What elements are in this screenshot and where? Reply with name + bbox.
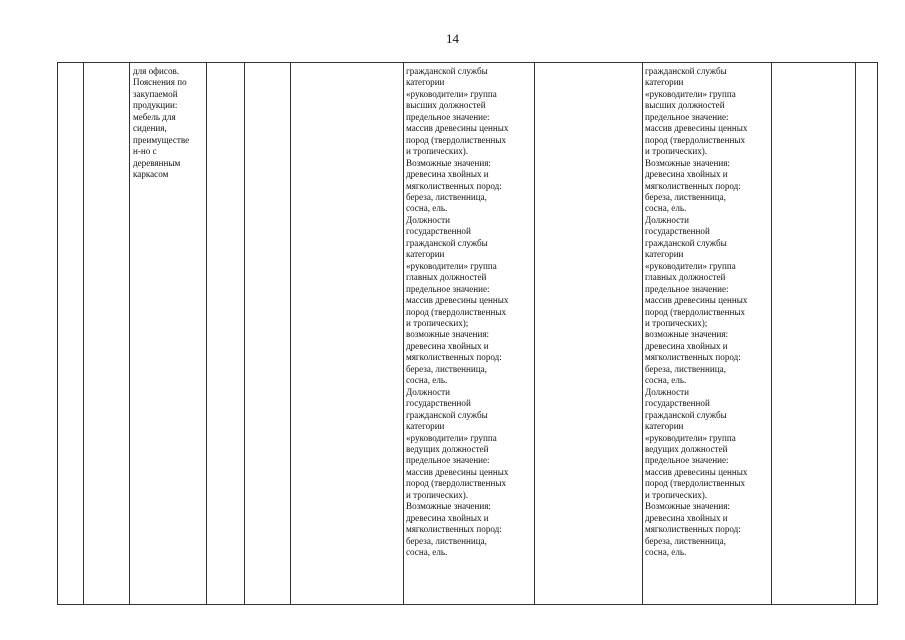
page-number: 14 bbox=[446, 31, 459, 46]
cell-justification bbox=[772, 63, 856, 605]
text-line: массив древесины ценных bbox=[406, 123, 509, 134]
text-line: мягколиственных пород: bbox=[406, 524, 502, 535]
text-line: гражданской службы bbox=[645, 237, 727, 248]
text-line: государственной bbox=[645, 226, 710, 237]
text-line: и тропических); bbox=[645, 317, 708, 328]
text-line: и тропических). bbox=[645, 489, 708, 500]
text-line: сосна, ель. bbox=[645, 375, 687, 386]
text-line: и тропических). bbox=[406, 146, 469, 157]
text-line: гражданской службы bbox=[406, 409, 488, 420]
text-line: «руководители» группа bbox=[406, 260, 497, 271]
text-line: пород (твердолиственных bbox=[406, 134, 506, 145]
text-line: Должности bbox=[645, 386, 689, 397]
text-line: и тропических); bbox=[406, 317, 469, 328]
text-line: главных должностей bbox=[406, 272, 487, 283]
text-line: возможные значения: bbox=[406, 329, 490, 340]
cell-requirements-2 bbox=[643, 63, 772, 605]
text-line: массив древесины ценных bbox=[406, 466, 509, 477]
text-line: предельное значение: bbox=[645, 283, 729, 294]
text-line: предельное значение: bbox=[406, 455, 490, 466]
text-line: предельное значение: bbox=[645, 455, 729, 466]
text-line: пород (твердолиственных bbox=[406, 478, 506, 489]
text-line: массив древесины ценных bbox=[645, 295, 748, 306]
text-line: сосна, ель. bbox=[406, 375, 448, 386]
cell-requirements-1 bbox=[404, 63, 535, 605]
text-line: предельное значение: bbox=[406, 283, 490, 294]
text-line: «руководители» группа bbox=[645, 88, 736, 99]
text-line: Должности bbox=[406, 386, 450, 397]
text-line: категории bbox=[406, 77, 445, 88]
text-line: ведущих должностей bbox=[406, 443, 489, 454]
text-line: преимуществе bbox=[133, 134, 190, 145]
text-line: высших должностей bbox=[645, 100, 725, 111]
text-line: мягколиственных пород: bbox=[645, 524, 741, 535]
text-line: возможные значения: bbox=[645, 329, 729, 340]
text-line: мебель для bbox=[133, 111, 176, 122]
text-line: массив древесины ценных bbox=[645, 123, 748, 134]
text-line: древесина хвойных и bbox=[645, 169, 728, 180]
text-line: массив древесины ценных bbox=[406, 295, 509, 306]
text-line: предельное значение: bbox=[406, 111, 490, 122]
text-line: продукции: bbox=[133, 100, 178, 111]
text-line: мягколиственных пород: bbox=[645, 180, 741, 191]
cell-function bbox=[856, 63, 878, 605]
text-line: предельное значение: bbox=[645, 111, 729, 122]
cell-unit-name bbox=[245, 63, 291, 605]
text-line: «руководители» группа bbox=[406, 432, 497, 443]
text-line: государственной bbox=[406, 226, 471, 237]
text-line: береза, лиственница, bbox=[645, 363, 726, 374]
text-line: Возможные значения: bbox=[406, 157, 491, 168]
text-line: категории bbox=[406, 421, 445, 432]
text-line: мягколиственных пород: bbox=[406, 352, 502, 363]
text-line: гражданской службы bbox=[406, 66, 488, 76]
text-line: пород (твердолиственных bbox=[406, 306, 506, 317]
text-line: Возможные значения: bbox=[645, 501, 730, 512]
text-line: сидения, bbox=[133, 123, 167, 134]
text-line: мягколиственных пород: bbox=[645, 352, 741, 363]
text-line: Должности bbox=[406, 214, 450, 225]
text-line: древесина хвойных и bbox=[406, 169, 489, 180]
text-line: «руководители» группа bbox=[645, 260, 736, 271]
text-line: «руководители» группа bbox=[406, 88, 497, 99]
cell-characteristic-2 bbox=[535, 63, 643, 605]
description-text bbox=[130, 63, 206, 181]
text-line: категории bbox=[645, 249, 684, 260]
text-line: пород (твердолиственных bbox=[645, 134, 745, 145]
text-line: береза, лиственница, bbox=[406, 363, 487, 374]
text-line: массив древесины ценных bbox=[645, 466, 748, 477]
text-line: древесина хвойных и bbox=[406, 340, 489, 351]
text-line: «руководители» группа bbox=[645, 432, 736, 443]
text-line: главных должностей bbox=[645, 272, 726, 283]
text-line: категории bbox=[645, 77, 684, 88]
text-line: сосна, ель. bbox=[645, 547, 687, 558]
text-line: ведущих должностей bbox=[645, 443, 728, 454]
text-line: сосна, ель. bbox=[645, 203, 687, 214]
text-line: пород (твердолиственных bbox=[645, 306, 745, 317]
text-line: сосна, ель. bbox=[406, 547, 448, 558]
text-line: береза, лиственница, bbox=[406, 535, 487, 546]
text-line: гражданской службы bbox=[645, 66, 727, 76]
text-line: категории bbox=[645, 421, 684, 432]
cell-characteristic bbox=[291, 63, 404, 605]
text-line: береза, лиственница, bbox=[406, 191, 487, 202]
text-line: и тропических). bbox=[645, 146, 708, 157]
text-line: береза, лиственница, bbox=[645, 191, 726, 202]
text-line: деревянным bbox=[133, 157, 181, 168]
text-line: высших должностей bbox=[406, 100, 486, 111]
text-line: и тропических). bbox=[406, 489, 469, 500]
text-line: пород (твердолиственных bbox=[645, 478, 745, 489]
cell-number bbox=[58, 63, 84, 605]
text-line: сосна, ель. bbox=[406, 203, 448, 214]
cell-code bbox=[84, 63, 130, 605]
table-row bbox=[58, 63, 878, 605]
cell-unit-code bbox=[207, 63, 245, 605]
text-line: для офисов. bbox=[133, 66, 180, 76]
cell-description bbox=[130, 63, 207, 605]
text-line: н-но с bbox=[133, 146, 157, 157]
text-line: древесина хвойных и bbox=[406, 512, 489, 523]
text-line: закупаемой bbox=[133, 88, 178, 99]
text-line: гражданской службы bbox=[645, 409, 727, 420]
requirements-table bbox=[57, 62, 878, 605]
text-line: государственной bbox=[406, 398, 471, 409]
text-line: гражданской службы bbox=[406, 237, 488, 248]
text-line: каркасом bbox=[133, 169, 169, 180]
requirements-text-2 bbox=[643, 63, 771, 558]
text-line: государственной bbox=[645, 398, 710, 409]
text-line: Пояснения по bbox=[133, 77, 187, 88]
text-line: древесина хвойных и bbox=[645, 512, 728, 523]
text-line: древесина хвойных и bbox=[645, 340, 728, 351]
requirements-text-1 bbox=[404, 63, 534, 558]
text-line: береза, лиственница, bbox=[645, 535, 726, 546]
text-line: категории bbox=[406, 249, 445, 260]
text-line: Должности bbox=[645, 214, 689, 225]
text-line: мягколиственных пород: bbox=[406, 180, 502, 191]
text-line: Возможные значения: bbox=[645, 157, 730, 168]
text-line: Возможные значения: bbox=[406, 501, 491, 512]
